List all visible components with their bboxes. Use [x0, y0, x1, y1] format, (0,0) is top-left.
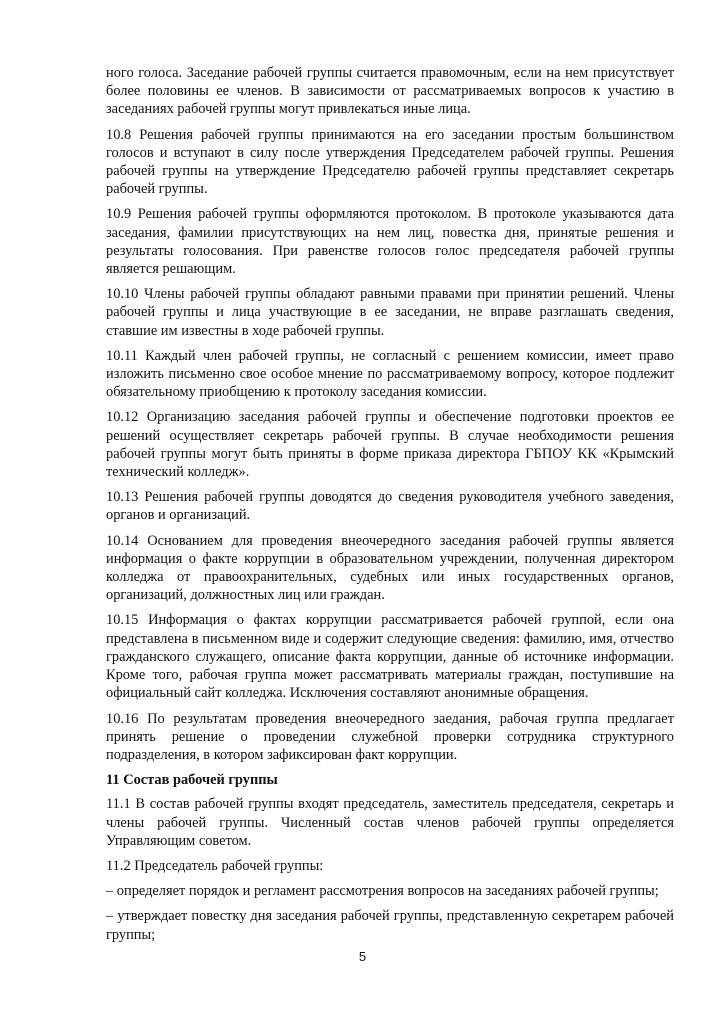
paragraph-10-14: 10.14 Основанием для проведения внеочередного заседания рабочей группы является информация о факте коррупции в образовательном учреждении, полученная директором колледжа от правоохранительных, судебных или иных государственных органов, организаций, должностных лиц или граждан.: [106, 532, 674, 604]
section-heading-11: 11 Состав рабочей группы: [106, 772, 278, 789]
paragraph-10-16: 10.16 По результатам проведения внеочередного заедания, рабочая группа предлагает принять решение о проведении служебной проверки сотрудника структурного подразделения, в котором зафиксирован факт коррупции.: [106, 710, 674, 763]
paragraph-continuation: ного голоса. Заседание рабочей группы считается правомочным, если на нем присутствует более половины ее членов. В зависимости от рассматриваемых вопросов к участию в заседаниях рабочей группы могут привлекаться иные лица.: [106, 65, 674, 118]
paragraph-11-2: 11.2 Председатель рабочей группы:: [106, 857, 324, 874]
paragraph-10-9: 10.9 Решения рабочей группы оформляются протоколом. В протоколе указываются дата заседания, фамилии присутствующих на нем лиц, повестка дня, принятые решения и результаты голосования. При равенстве голосов голос председателя рабочей группы является решающим.: [106, 206, 674, 278]
paragraph-11-1: 11.1 В состав рабочей группы входят председатель, заместитель председателя, секретарь и члены рабочей группы. Численный состав членов рабочей группы определяется Управляющим советом.: [106, 796, 674, 849]
paragraph-10-10: 10.10 Члены рабочей группы обладают равными правами при принятии решений. Члены рабочей группы и лица участвующие в ее заседании, не вправе разглашать сведения, ставшие им известны в ходе рабочей группы.: [106, 286, 674, 339]
paragraph-10-8: 10.8 Решения рабочей группы принимаются на его заседании простым большинством голосов и вступают в силу после утверждения Председателем рабочей группы. Решения рабочей группы на утверждение Председателю рабочей группы представляет секретарь рабочей группы.: [106, 126, 674, 198]
document-page: [106, 64, 674, 951]
page-number: 5: [358, 949, 367, 964]
list-item-dash: – определяет порядок и регламент рассмотрения вопросов на заседаниях рабочей группы;: [106, 883, 659, 900]
paragraph-10-13: 10.13 Решения рабочей группы доводятся до сведения руководителя учебного заведения, органов и организаций.: [106, 489, 674, 524]
paragraph-10-12: 10.12 Организацию заседания рабочей группы и обеспечение подготовки проектов ее решений осуществляет секретарь рабочей группы. В случае необходимости решения рабочей группы могут быть приняты в форме приказа директора ГБПОУ КК «Крымский технический колледж».: [106, 409, 674, 481]
list-item-dash: – утверждает повестку дня заседания рабочей группы, представленную секретарем рабочей группы;: [106, 908, 674, 943]
paragraph-10-11: 10.11 Каждый член рабочей группы, не согласный с решением комиссии, имеет право изложить письменно свое особое мнение по рассматриваемому вопросу, которое подлежит обязательному приобщению к протоколу заседания комиссии.: [106, 347, 674, 401]
paragraph-10-15: 10.15 Информация о фактах коррупции рассматривается рабочей группой, если она представлена в письменном виде и содержит следующие сведения: фамилию, имя, отчество гражданского служащего, описание факта коррупции, данные об источнике информации. Кроме того, рабочая группа может рассматривать материалы граждан, поступившие на официальный сайт колледжа. Исключения составляют анонимные обращения.: [106, 612, 674, 702]
